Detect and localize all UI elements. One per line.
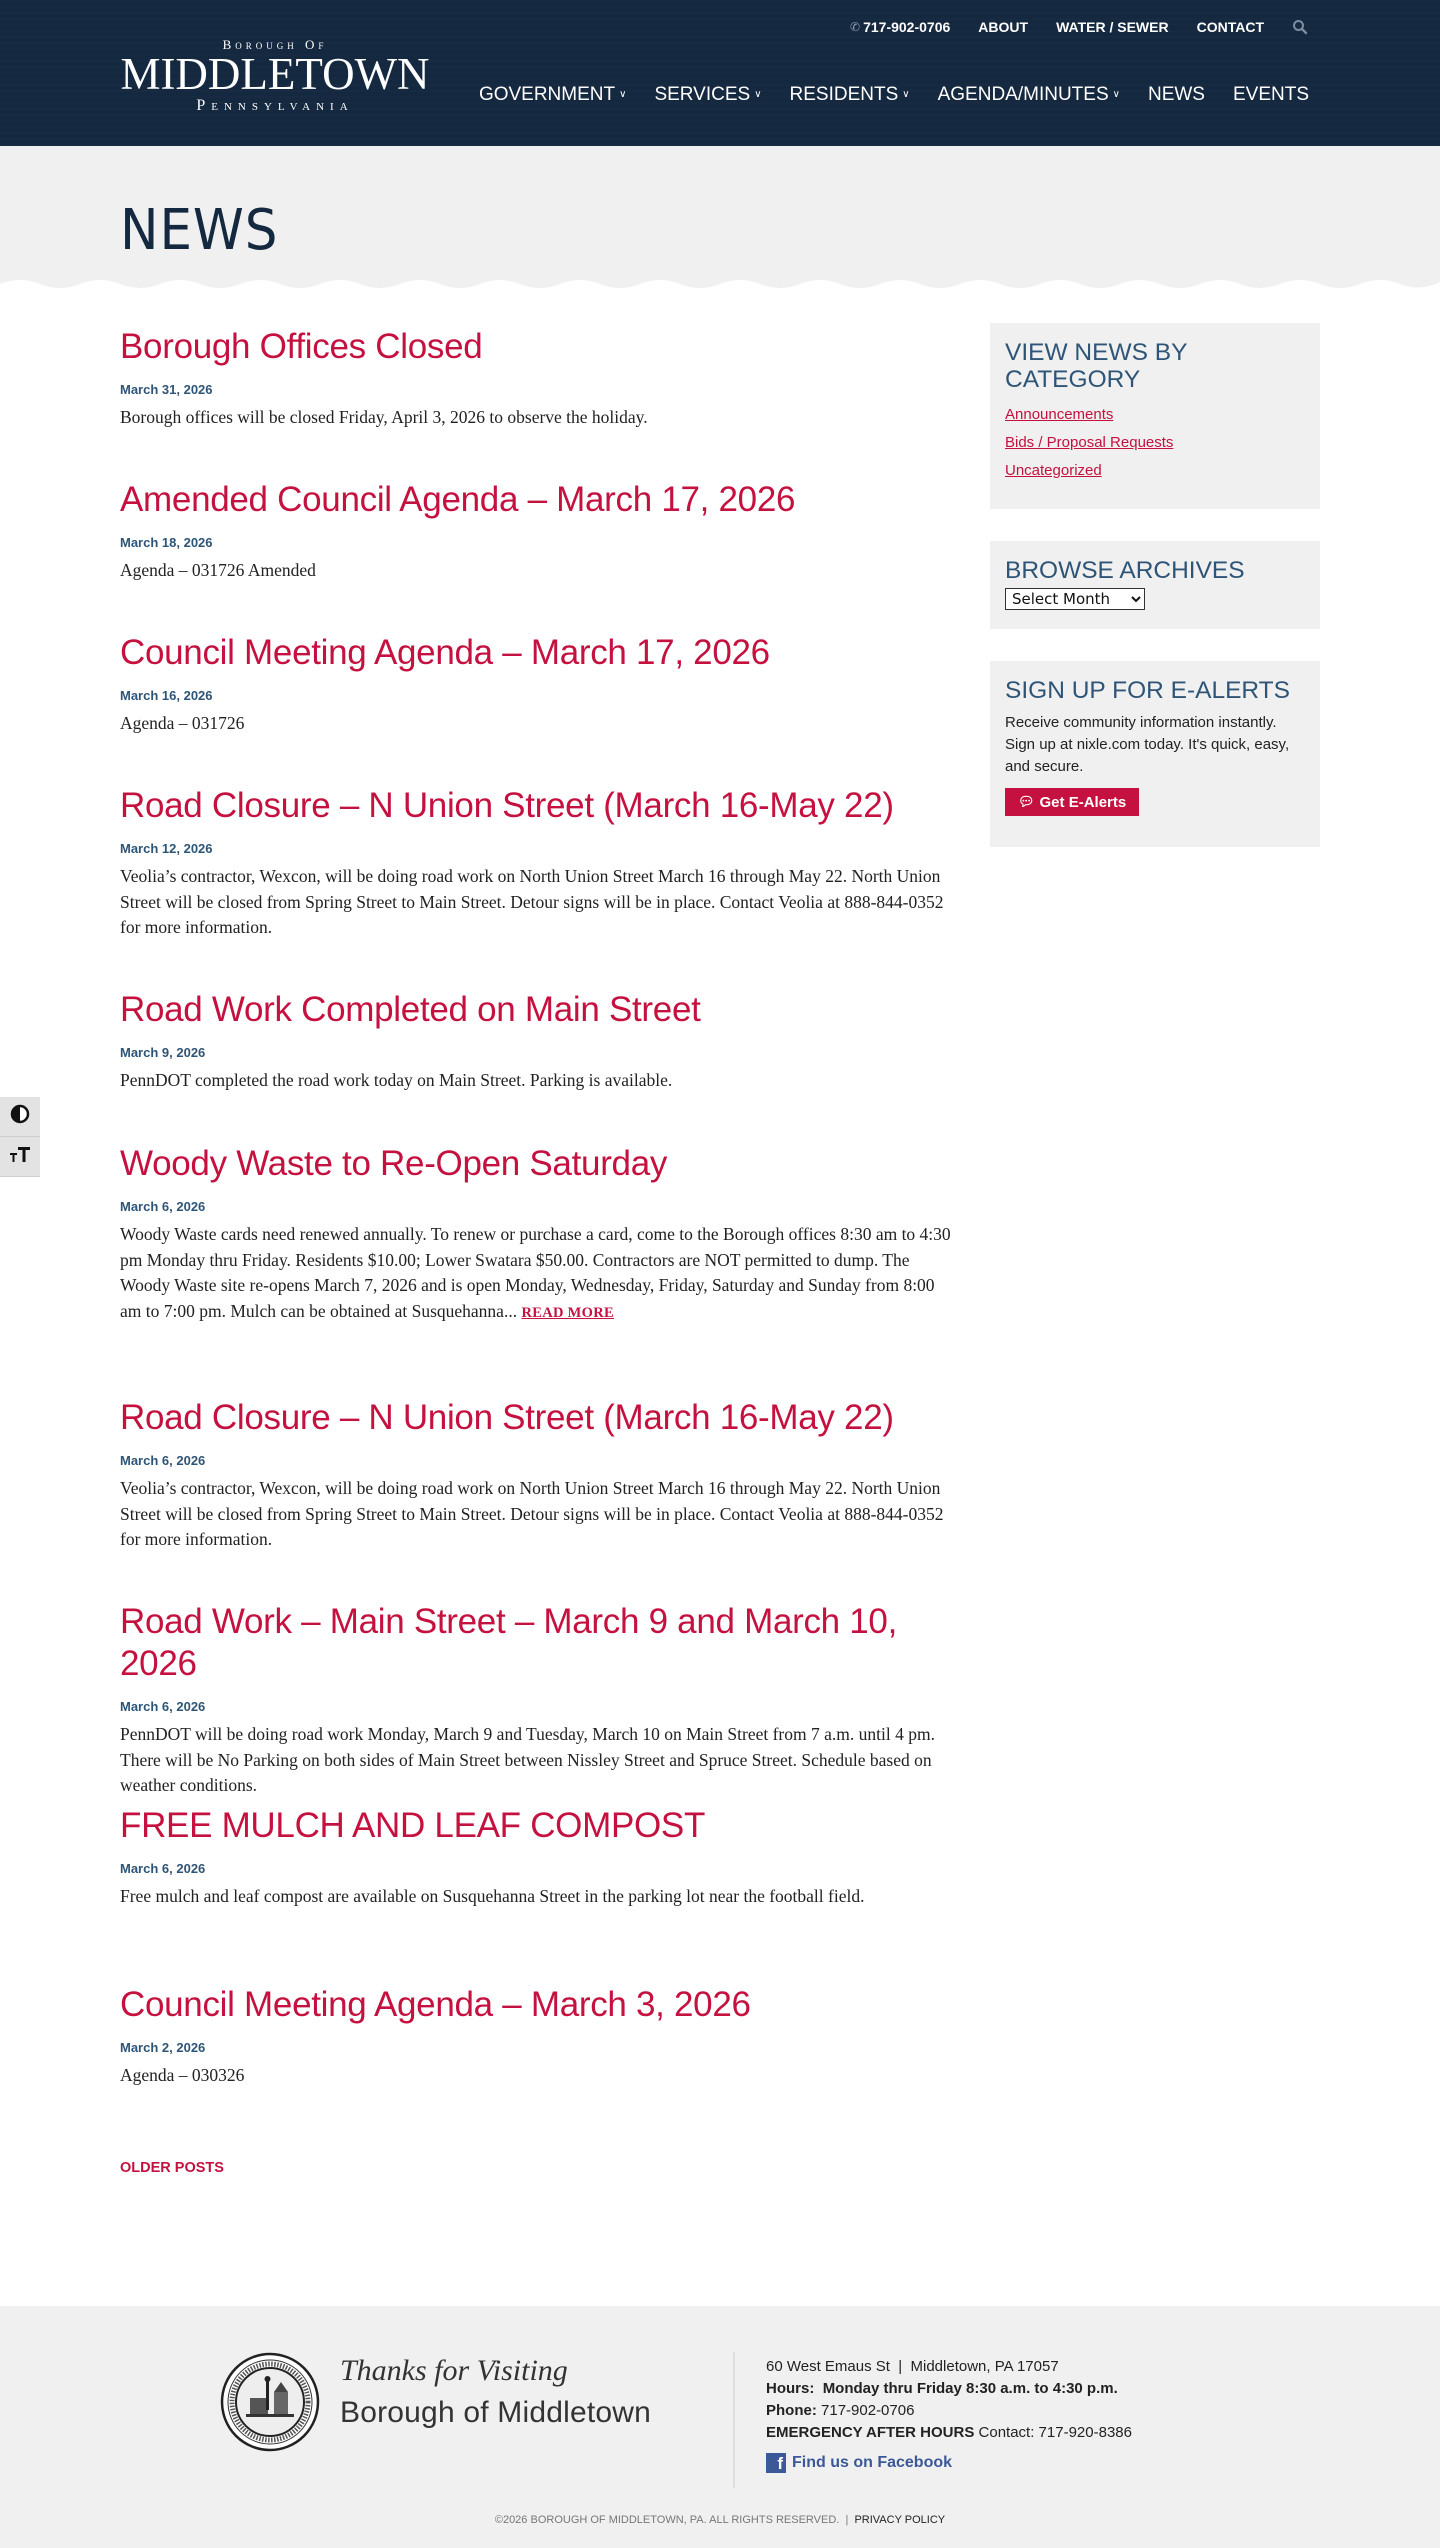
site-footer — [0, 2306, 1440, 2548]
chat-bubble-icon: 💬︎ — [1018, 794, 1035, 809]
facebook-link-label: Find us on Facebook — [792, 2454, 953, 2471]
get-ealerts-label: Get E-Alerts — [1039, 793, 1127, 811]
wave-divider — [0, 276, 1440, 294]
post-title-link[interactable]: Borough Offices Closed — [120, 327, 483, 366]
news-post — [120, 989, 960, 1143]
footer-emergency-value: Contact: 717-920-8386 — [978, 2424, 1132, 2441]
post-title-link[interactable]: Woody Waste to Re-Open Saturday — [120, 1144, 668, 1183]
footer-thanks-text: Thanks for Visiting — [340, 2354, 568, 2387]
post-date: March 6, 2026 — [120, 1199, 206, 1214]
footer-hours-value: Monday thru Friday 8:30 a.m. to 4:30 p.m. — [822, 2380, 1118, 2397]
footer-address: 60 West Emaus St | Middletown, PA 17057 — [766, 2358, 1059, 2375]
nav-events-label: EVENTS — [1232, 84, 1309, 105]
footer-hours — [766, 2378, 1132, 2400]
page-title: NEWS — [120, 198, 279, 263]
footer-phone — [766, 2400, 1132, 2422]
site-header — [0, 0, 1440, 146]
ealerts-widget-title: SIGN UP FOR E-ALERTS — [1005, 677, 1290, 704]
nav-agenda-minutes-label: AGENDA/MINUTES — [937, 84, 1109, 105]
post-excerpt: PennDOT will be doing road work Monday, March 9 and Tuesday, March 10 on Main Street from 7 a.m. until 4 pm. There will be No Parking on both sides of Main Street between Nissley Street and Spruce Street. Schedule based on weather conditions. — [120, 1724, 935, 1795]
post-excerpt: Agenda – 031726 Amended — [120, 560, 316, 580]
nav-agenda-minutes[interactable] — [938, 84, 1120, 106]
post-date: March 9, 2026 — [120, 1045, 206, 1060]
category-link-announcements[interactable]: Announcements — [1005, 406, 1114, 423]
footer-emergency-label: EMERGENCY AFTER HOURS — [766, 2424, 975, 2441]
facebook-link[interactable] — [766, 2452, 1132, 2474]
get-ealerts-button[interactable] — [1005, 788, 1139, 816]
font-size-button[interactable] — [0, 1137, 40, 1177]
footer-divider — [733, 2352, 735, 2488]
news-post — [120, 632, 960, 785]
older-posts-link[interactable]: OLDER POSTS — [120, 2160, 224, 2176]
post-date: March 2, 2026 — [120, 2040, 206, 2055]
chevron-down-icon: ∨ — [619, 88, 627, 100]
header-phone-number: 717-902-0706 — [863, 19, 951, 35]
news-post — [120, 326, 960, 479]
category-list — [1005, 401, 1305, 485]
post-excerpt — [120, 1222, 960, 1326]
footer-phone-label: Phone: — [766, 2402, 817, 2419]
site-logo[interactable] — [120, 38, 430, 115]
category-widget — [990, 323, 1320, 509]
contrast-icon — [10, 1104, 30, 1129]
privacy-policy-link[interactable]: PRIVACY POLICY — [854, 2514, 946, 2526]
news-post — [120, 1143, 960, 1397]
footer-copyright — [0, 2514, 1440, 2526]
header-phone-link[interactable] — [850, 19, 950, 35]
post-excerpt: PennDOT completed the road work today on Main Street. Parking is available. — [120, 1070, 673, 1090]
post-date: March 16, 2026 — [120, 688, 213, 703]
contrast-toggle-button[interactable] — [0, 1097, 40, 1137]
nav-events[interactable] — [1233, 84, 1309, 106]
chevron-down-icon: ∨ — [902, 88, 910, 100]
post-excerpt: Agenda – 031726 — [120, 713, 245, 733]
nav-services[interactable] — [654, 84, 761, 106]
footer-hours-label: Hours: — [766, 2380, 815, 2397]
post-date: March 6, 2026 — [120, 1453, 206, 1468]
nav-services-label: SERVICES — [654, 84, 751, 105]
main-nav — [479, 84, 1309, 106]
post-excerpt: Veolia’s contractor, Wexcon, will be doing road work on North Union Street March 16 through May 22. North Union Street will be closed from Spring Street to Main Street. Detour signs will be in place. Contact Veolia at 888-844-0352 for more information. — [120, 866, 944, 937]
footer-org-name: Borough of Middletown — [340, 2396, 652, 2429]
post-date: March 6, 2026 — [120, 1699, 206, 1714]
post-title-link[interactable]: Road Closure – N Union Street (March 16-May 22) — [120, 1398, 894, 1437]
ealerts-description: Receive community information instantly. Sign up at nixle.com today. It's quick, easy, and secure. — [1005, 714, 1290, 775]
archives-widget-title: BROWSE ARCHIVES — [1005, 557, 1245, 584]
copyright-separator: | — [842, 2514, 855, 2526]
archive-month-select[interactable] — [1005, 588, 1145, 610]
post-excerpt-text: Woody Waste cards need renewed annually. To renew or purchase a card, come to the Borough offices 8:30 am to 4:30 pm Monday thru Friday. Residents $10.00; Lower Swatara $50.00. Contractors are NOT permitted to dump. The Woody Waste site re-opens March 7, 2026 and is open Monday, Wednesday, Friday, Saturday and Sunday from 8:00 am to 7:00 pm. Mulch can be obtained at Susquehanna... — [120, 1224, 951, 1321]
post-date: March 31, 2026 — [120, 382, 213, 397]
post-excerpt: Agenda – 030326 — [120, 2065, 245, 2085]
copyright-text: ©2026 BOROUGH OF MIDDLETOWN, PA. ALL RIGHTS RESERVED. — [494, 2514, 840, 2526]
post-date: March 18, 2026 — [120, 535, 213, 550]
post-excerpt: Veolia’s contractor, Wexcon, will be doing road work on North Union Street March 16 through May 22. North Union Street will be closed from Spring Street to Main Street. Detour signs will be in place. Contact Veolia at 888-844-0352 for more information. — [120, 1478, 944, 1549]
ealerts-widget — [990, 661, 1320, 847]
nav-government-label: GOVERNMENT — [478, 84, 616, 105]
post-date: March 12, 2026 — [120, 841, 213, 856]
news-post — [120, 479, 960, 632]
news-post — [120, 1601, 960, 1805]
news-list — [120, 326, 960, 2137]
footer-contact-info — [766, 2356, 1132, 2474]
category-link-uncategorized[interactable]: Uncategorized — [1005, 462, 1102, 479]
nav-residents-label: RESIDENTS — [789, 84, 899, 105]
post-excerpt: Borough offices will be closed Friday, April 3, 2026 to observe the holiday. — [120, 407, 648, 427]
footer-phone-value: 717-902-0706 — [821, 2402, 915, 2419]
utility-nav — [850, 19, 1308, 35]
news-post — [120, 1805, 960, 1984]
nav-news[interactable] — [1148, 84, 1205, 106]
post-title-link[interactable]: Council Meeting Agenda – March 17, 2026 — [120, 633, 770, 672]
read-more-link[interactable]: READ MORE — [521, 1304, 614, 1321]
news-post — [120, 785, 960, 989]
category-widget-title: VIEW NEWS BY CATEGORY — [1005, 339, 1187, 393]
facebook-icon: f — [766, 2453, 786, 2473]
post-title-link[interactable]: Amended Council Agenda – March 17, 2026 — [120, 480, 796, 519]
chevron-down-icon: ∨ — [754, 88, 762, 100]
utility-link-contact[interactable]: CONTACT — [1196, 19, 1264, 35]
borough-seal-logo — [220, 2352, 320, 2452]
nav-government[interactable] — [479, 84, 627, 106]
sidebar — [990, 323, 1320, 879]
nav-news-label: NEWS — [1147, 84, 1205, 105]
search-icon[interactable] — [1292, 19, 1308, 35]
footer-emergency — [766, 2422, 1132, 2444]
phone-icon: ✆ — [850, 20, 861, 34]
post-title-link[interactable]: Road Work – Main Street – March 9 and March 10, 2026 — [120, 1602, 898, 1683]
utility-link-about[interactable]: ABOUT — [978, 19, 1029, 35]
category-link-bids[interactable]: Bids / Proposal Requests — [1005, 434, 1174, 451]
post-title-link[interactable]: Council Meeting Agenda – March 3, 2026 — [120, 1985, 751, 2024]
news-post — [120, 1397, 960, 1601]
accessibility-toolbar — [0, 1097, 40, 1177]
logo-line-1: Borough Of — [222, 37, 328, 52]
post-title-link[interactable]: Road Work Completed on Main Street — [120, 990, 701, 1029]
logo-line-2: MIDDLETOWN — [120, 49, 430, 99]
utility-link-water-sewer[interactable]: WATER / SEWER — [1056, 19, 1169, 35]
text-size-icon — [9, 1144, 31, 1169]
post-title-link[interactable]: Road Closure – N Union Street (March 16-May 22) — [120, 786, 894, 825]
chevron-down-icon: ∨ — [1112, 88, 1120, 100]
logo-line-3: Pennsylvania — [196, 97, 354, 114]
news-post — [120, 1984, 960, 2137]
post-title-link[interactable]: FREE MULCH AND LEAF COMPOST — [120, 1806, 706, 1845]
post-excerpt: Free mulch and leaf compost are available on Susquehanna Street in the parking lot near the football field. — [120, 1886, 865, 1906]
archives-widget — [990, 541, 1320, 629]
post-date: March 6, 2026 — [120, 1861, 206, 1876]
nav-residents[interactable] — [790, 84, 910, 106]
page-hero — [0, 146, 1440, 278]
